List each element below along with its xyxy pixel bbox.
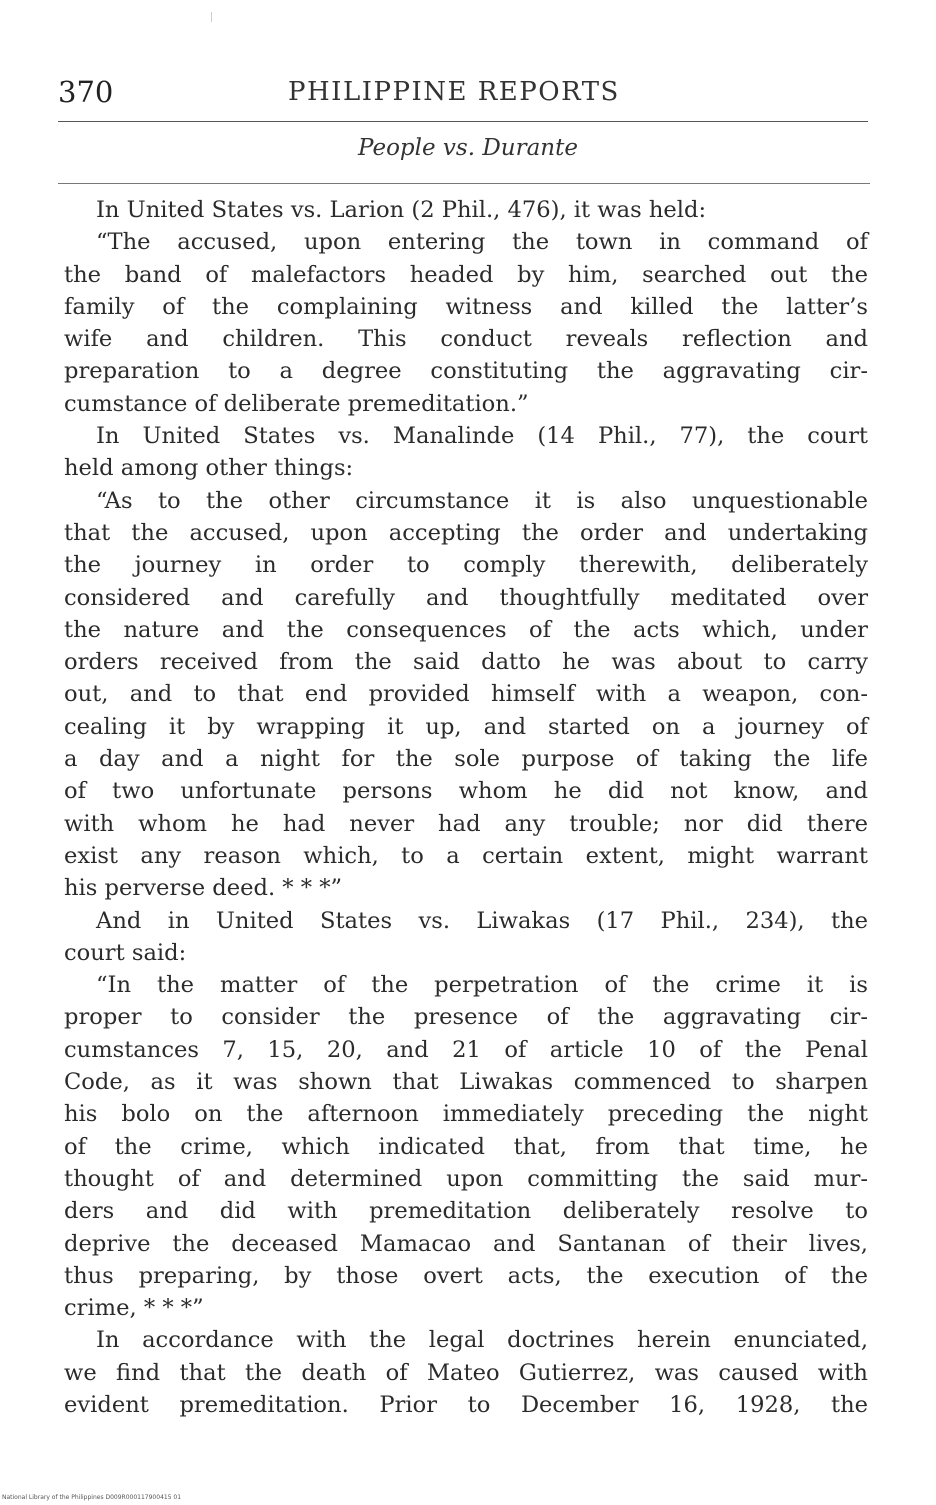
text-line: his perverse deed. * * *” xyxy=(64,875,343,902)
text-line: evident premeditation. Prior to December 16, 1928, the xyxy=(64,1391,868,1418)
text-line: his bolo on the afternoon immediately preceding the night xyxy=(64,1101,868,1128)
page-header xyxy=(58,72,870,112)
text-line: court said: xyxy=(64,939,187,966)
text-line: of two unfortunate persons whom he did not know, and xyxy=(64,778,868,805)
text-line: family of the complaining witness and killed the latter’s xyxy=(64,293,868,320)
text-line: orders received from the said datto he was about to carry xyxy=(64,649,868,676)
text-line: crime, * * *” xyxy=(64,1295,204,1322)
text-line: considered and carefully and thoughtfully meditated over xyxy=(64,584,868,611)
text-line: with whom he had never had any trouble; nor did there xyxy=(64,810,868,837)
text-line: the journey in order to comply therewith, deliberately xyxy=(64,552,868,579)
text-line: In United States vs. Manalinde (14 Phil., 77), the court xyxy=(96,423,868,450)
text-line: out, and to that end provided himself with a weapon, con- xyxy=(64,681,868,708)
text-line: held among other things: xyxy=(64,455,354,482)
page-number: 370 xyxy=(58,75,114,109)
text-line: And in United States vs. Liwakas (17 Phil., 234), the xyxy=(96,907,868,934)
text-line: “In the matter of the perpetration of the crime it is xyxy=(96,972,868,999)
text-line: ders and did with premeditation deliberately resolve to xyxy=(64,1198,868,1225)
text-line: proper to consider the presence of the aggravating cir- xyxy=(64,1004,868,1031)
text-line: In United States vs. Larion (2 Phil., 476), it was held: xyxy=(96,197,707,223)
scan-speck xyxy=(211,12,212,22)
text-line: that the accused, upon accepting the order and undertaking xyxy=(64,519,868,546)
header-rule xyxy=(58,121,868,122)
text-line: cealing it by wrapping it up, and started on a journey of xyxy=(64,713,868,740)
text-line: the nature and the consequences of the acts which, under xyxy=(64,616,868,643)
body-text xyxy=(64,194,868,1421)
footer-source-note: National Library of the Philippines D009R000117900415 01 xyxy=(2,1494,182,1501)
text-line: the band of malefactors headed by him, searched out the xyxy=(64,261,868,288)
text-line: thus preparing, by those overt acts, the execution of the xyxy=(64,1262,868,1289)
text-line: we find that the death of Mateo Gutierrez, was caused with xyxy=(64,1359,868,1386)
text-line: preparation to a degree constituting the aggravating cir- xyxy=(64,358,868,385)
text-line: Code, as it was shown that Liwakas commenced to sharpen xyxy=(64,1069,868,1096)
text-line: wife and children. This conduct reveals reflection and xyxy=(64,326,868,353)
case-title-rule xyxy=(58,183,870,184)
text-line: exist any reason which, to a certain extent, might warrant xyxy=(64,842,868,869)
text-line: cumstance of deliberate premeditation.” xyxy=(64,390,529,417)
text-line: of the crime, which indicated that, from that time, he xyxy=(64,1133,868,1160)
text-line: deprive the deceased Mamacao and Santanan of their lives, xyxy=(64,1230,868,1257)
text-line: “As to the other circumstance it is also unquestionable xyxy=(96,487,868,514)
case-title: People vs. Durante xyxy=(358,135,578,161)
text-line: cumstances 7, 15, 20, and 21 of article 10 of the Penal xyxy=(64,1036,868,1063)
text-line: “The accused, upon entering the town in command of xyxy=(96,229,868,256)
text-line: In accordance with the legal doctrines herein enunciated, xyxy=(96,1327,868,1354)
text-line: a day and a night for the sole purpose of taking the life xyxy=(64,746,868,773)
running-title: PHILIPPINE REPORTS xyxy=(288,77,620,107)
text-line: thought of and determined upon committing the said mur- xyxy=(64,1165,868,1192)
